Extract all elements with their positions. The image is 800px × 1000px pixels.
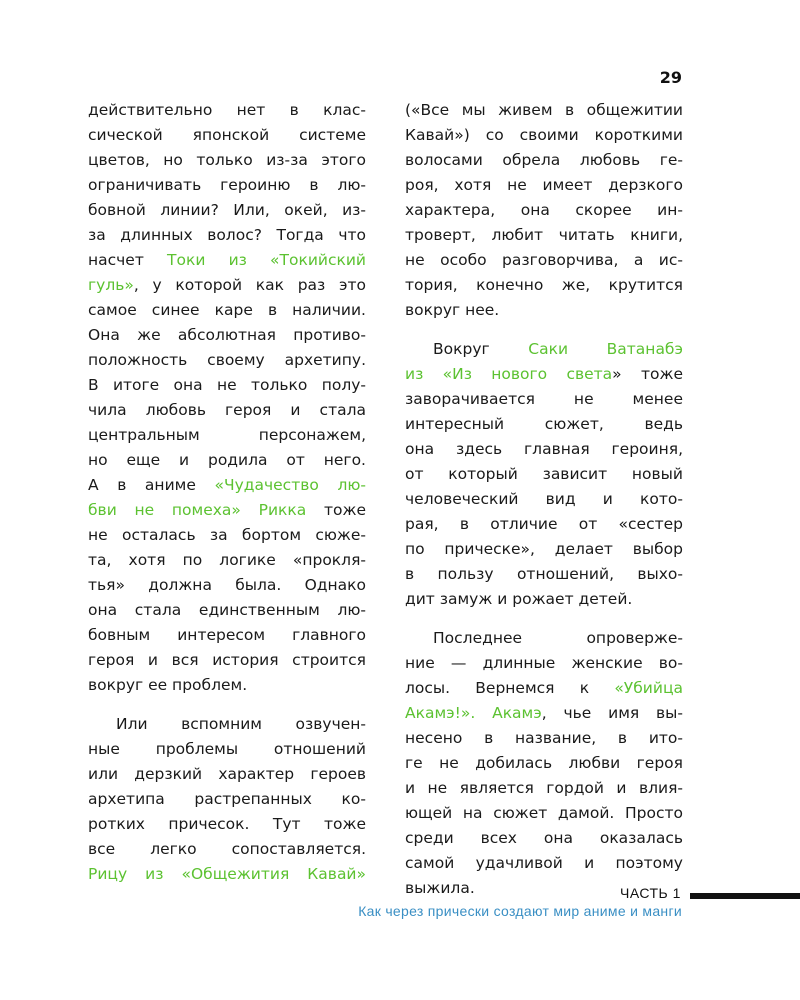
text-line: тория, конечно же, крутится	[405, 276, 683, 294]
text-line: волосами обрела любовь ге-	[405, 151, 683, 169]
highlighted-title: гуль»	[88, 276, 134, 294]
text-line: героя и вся история строится	[88, 651, 366, 669]
highlighted-title: Рицу из «Общежития Кавай»	[88, 865, 366, 883]
text-line: по прическе», делает выбор	[405, 540, 683, 558]
text-line: в пользу отношений, выхо-	[405, 565, 683, 583]
highlighted-title: Акамэ!». Акамэ	[405, 704, 542, 722]
highlighted-title: «Убийца	[614, 679, 683, 697]
line-text: , чье имя вы-	[541, 704, 683, 722]
text-line: сической японской системе	[88, 126, 366, 144]
line-text: лосы. Вернемся к	[405, 679, 615, 697]
text-line: ротких причесок. Тут тоже	[88, 815, 366, 833]
text-line: Или вспомним озвучен-	[116, 715, 366, 733]
text-line: выжила.	[405, 879, 475, 897]
text-line: ные проблемы отношений	[88, 740, 366, 758]
text-line: дит замуж и рожает детей.	[405, 590, 633, 608]
line-text: , у которой как раз это	[133, 276, 366, 294]
text-line: чила любовь героя и стала	[88, 401, 366, 419]
text-line: но еще и родила от него.	[88, 451, 366, 469]
text-line: несено в название, в ито-	[405, 729, 683, 747]
text-line: не осталась за бортом сюже-	[88, 526, 366, 544]
text-line: бовной линии? Или, окей, из-	[88, 201, 366, 219]
line-text: насчет	[88, 251, 168, 269]
text-line: та, хотя по логике «прокля-	[88, 551, 366, 569]
highlighted-title: «Чудачество лю-	[214, 476, 366, 494]
text-line: архетипа растрепанных ко-	[88, 790, 366, 808]
text-line	[88, 473, 366, 498]
text-line: ние — длинные женские во-	[405, 654, 683, 672]
text-line: действительно нет в клас-	[88, 101, 366, 119]
text-line: характера, она скорее ин-	[405, 201, 683, 219]
text-line: ограничивать героиню в лю-	[88, 176, 366, 194]
text-line: самое синее каре в наличии.	[88, 301, 366, 319]
footer-divider	[690, 893, 800, 899]
paragraph-gap	[88, 698, 366, 712]
text-line: не особо разговорчива, а ис-	[405, 251, 683, 269]
paragraph-gap	[405, 323, 683, 337]
text-line: ге не добилась любви героя	[405, 754, 683, 772]
text-line: троверт, любит читать книги,	[405, 226, 683, 244]
text-line: Кавай») со своими короткими	[405, 126, 683, 144]
text-line: интересный сюжет, ведь	[405, 415, 683, 433]
page-number: 29	[659, 68, 682, 87]
text-line	[88, 273, 366, 298]
chapter-label: ЧАСТЬ 1	[620, 885, 681, 901]
text-line: центральным персонажем,	[88, 426, 366, 444]
text-line: В итоге она не только полу-	[88, 376, 366, 394]
chapter-subtitle: Как через прически создают мир аниме и манги	[358, 903, 682, 919]
line-text: А в аниме	[88, 476, 215, 494]
text-line: положность своему архетипу.	[88, 351, 366, 369]
paragraph-5	[405, 626, 683, 901]
text-line: роя, хотя не имеет дерзкого	[405, 176, 683, 194]
text-line: бовным интересом главного	[88, 626, 366, 644]
text-line: она стала единственным лю-	[88, 601, 366, 619]
paragraph-4	[405, 337, 683, 612]
text-line: и не является гордой и влия-	[405, 779, 683, 797]
text-line: Она же абсолютная противо-	[88, 326, 366, 344]
paragraph-1	[88, 98, 366, 698]
text-line: («Все мы живем в общежитии	[405, 101, 683, 119]
text-line	[88, 498, 366, 523]
text-line	[405, 362, 683, 387]
left-column	[88, 98, 366, 887]
right-column	[405, 98, 683, 901]
text-line: самой удачливой и поэтому	[405, 854, 683, 872]
text-line: рая, в отличие от «сестер	[405, 515, 683, 533]
text-line: вокруг нее.	[405, 301, 500, 319]
highlighted-title: бви не помеха» Рикка	[88, 501, 307, 519]
paragraph-gap	[405, 612, 683, 626]
paragraph-2	[88, 712, 366, 887]
line-text: тоже	[306, 501, 366, 519]
text-line: ющей на сюжет дамой. Просто	[405, 804, 683, 822]
text-line: заворачивается не менее	[405, 390, 683, 408]
text-line	[405, 701, 683, 726]
text-line: Последнее опроверже-	[433, 629, 683, 647]
text-line: за длинных волос? Тогда что	[88, 226, 366, 244]
text-line	[405, 337, 683, 362]
line-text: Вокруг	[433, 340, 529, 358]
paragraph-3	[405, 98, 683, 323]
text-line: тья» должна была. Однако	[88, 576, 366, 594]
text-line	[405, 676, 683, 701]
text-line: цветов, но только из-за этого	[88, 151, 366, 169]
text-line: среди всех она оказалась	[405, 829, 683, 847]
text-line: от который зависит новый	[405, 465, 683, 483]
text-line: человеческий вид и кото-	[405, 490, 683, 508]
text-line	[88, 248, 366, 273]
highlighted-title: Токи из «Токийский	[167, 251, 366, 269]
text-line: все легко сопоставляется.	[88, 840, 366, 858]
text-line: вокруг ее проблем.	[88, 676, 248, 694]
highlighted-title: из «Из нового света	[405, 365, 613, 383]
line-text: » тоже	[612, 365, 683, 383]
text-line: или дерзкий характер героев	[88, 765, 366, 783]
text-line: она здесь главная героиня,	[405, 440, 683, 458]
highlighted-title: Саки Ватанабэ	[528, 340, 684, 358]
